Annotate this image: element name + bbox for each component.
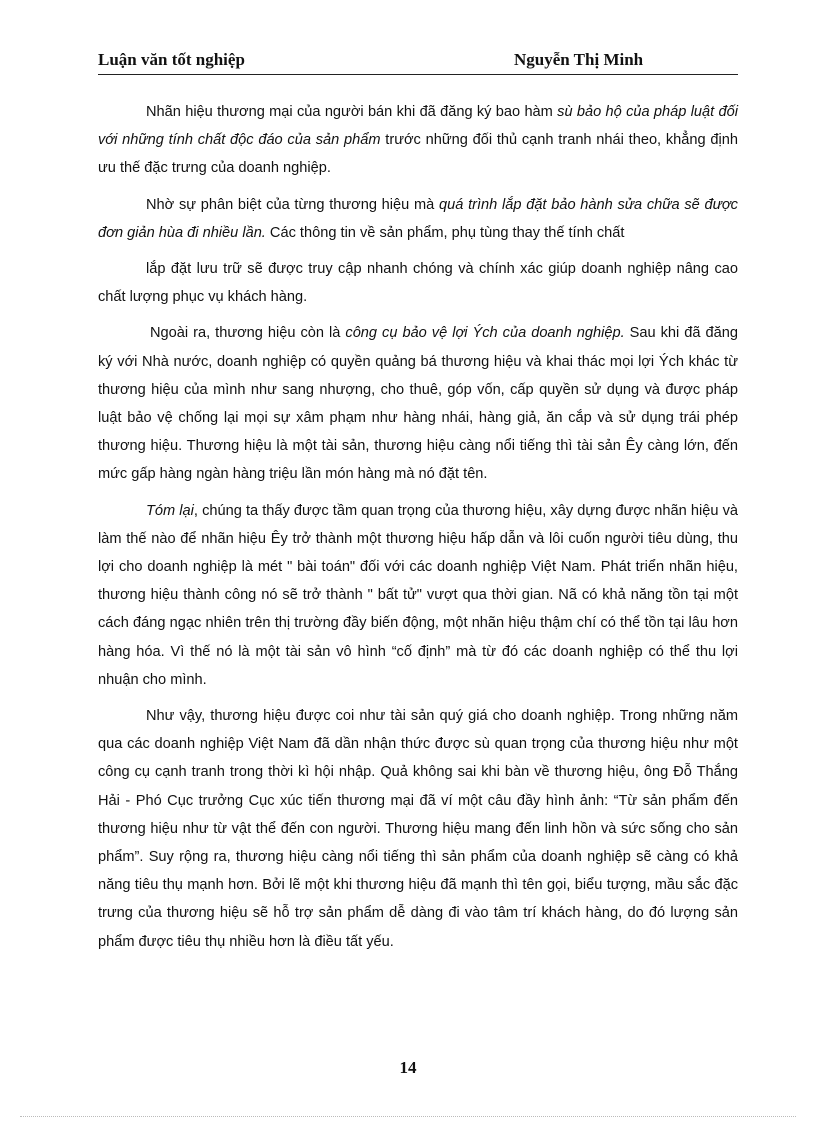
p1-text-a: Nhãn hiệu thương mại của người bán khi đã đăng ký bao hàm bbox=[146, 104, 558, 120]
header-author: Nguyễn Thị Minh bbox=[514, 50, 644, 69]
document-body bbox=[98, 98, 738, 956]
paragraph-4 bbox=[98, 319, 738, 488]
p5-emphasis: Tóm lại bbox=[146, 502, 194, 519]
p5-text-b: , chúng ta thấy được tầm quan trọng của thương hiệu, xây dựng được nhãn hiệu và làm thế nào để nhãn hiệu Êy trở thành một thương hiệu hấp dẫn và lôi cuốn người tiêu dùng, thu lợi cho doanh nghiệp là mét " bài toán" đối với các doanh nghiệp Việt Nam. Phát triển nhãn hiệu, thương hiệu thành công nó sẽ trở thành " bất tử" vượt qua thời gian. Nã có khả năng tồn tại một cách đáng ngạc nhiên trên thị trường đầy biến động, một nhãn hiệu thậm chí có thể tồn tại lâu hơn hàng hóa. Vì thế nó là một tài sản vô hình “cố định” mà từ đó các doanh nghiệp có thể thu lợi nhuận cho mình. bbox=[98, 502, 738, 688]
p4-emphasis: công cụ bảo vệ lợi Ých của doanh nghiệp. bbox=[345, 325, 625, 342]
paragraph-3: lắp đặt lưu trữ sẽ được truy cập nhanh chóng và chính xác giúp doanh nghiệp nâng cao chất lượng phục vụ khách hàng. bbox=[98, 261, 738, 306]
paragraph-6: Như vậy, thương hiệu được coi như tài sản quý giá cho doanh nghiệp. Trong những năm qua các doanh nghiệp Việt Nam đã dần nhận thức được sù quan trọng của thương hiệu như một công cụ cạnh tranh trong thời kì hội nhập. Quả không sai khi bàn về thương hiệu, ông Đỗ Thắng Hải - Phó Cục trưởng Cục xúc tiến thương mại đã ví một câu đầy hình ảnh: “Từ sản phẩm đến thương hiệu như từ vật thể đến con người. Thương hiệu mang đến linh hồn và sức sống cho sản phẩm”. Suy rộng ra, thương hiệu càng nổi tiếng thì sản phẩm của doanh nghiệp sẽ càng có khả năng tiêu thụ mạnh hơn. Bởi lẽ một khi thương hiệu đã mạnh thì tên gọi, biểu tượng, mầu sắc đặc trưng của thương hiệu sẽ hỗ trợ sản phẩm dễ dàng đi vào tâm trí khách hàng, do đó lượng sản phẩm được tiêu thụ nhiều hơn là điều tất yếu. bbox=[98, 708, 738, 950]
p1-text-c: trước những đối thủ cạnh tranh nhái theo, khẳng định ưu thế đặc trưng của doanh nghiệp. bbox=[98, 132, 738, 177]
paragraph-1 bbox=[98, 98, 738, 183]
page-header bbox=[98, 48, 738, 75]
header-title: Luận văn tốt nghiệp bbox=[98, 50, 245, 69]
page-number: 14 bbox=[399, 1058, 417, 1077]
p2-text-a: Nhờ sự phân biệt của từng thương hiệu mà bbox=[146, 196, 439, 213]
p4-text-a: Ngoài ra, thương hiệu còn là bbox=[150, 325, 346, 342]
p2-emphasis: quá trình lắp đặt bảo hành sửa chữa sẽ được đơn giản hùa đi nhiều lần. bbox=[98, 196, 738, 241]
p2-text-c: Các thông tin về sản phẩm, phụ tùng thay thế tính chất bbox=[265, 224, 625, 241]
p4-text-c: Sau khi đã đăng ký với Nhà nước, doanh nghiệp có quyền quảng bá thương hiệu và khai thác mọi lợi Ých khác từ thương hiệu của mình như sang nhượng, cho thuê, góp vốn, cấp quyền sử dụng và được pháp luật bảo vệ chống lại mọi sự xâm phạm như hàng nhái, hàng giả, ăn cắp và sử dụng trái phép thương hiệu. Thương hiệu là một tài sản, thương hiệu càng nổi tiếng thì tài sản Êy càng lớn, đến mức gấp hàng ngàn hàng triệu lần món hàng mà nó đặt tên. bbox=[98, 325, 738, 483]
footer-divider bbox=[20, 1116, 796, 1117]
paragraph-2 bbox=[98, 191, 738, 247]
p1-emphasis: sù bảo hộ của pháp luật đối với những tính chất độc đáo của sản phẩm bbox=[98, 104, 739, 149]
paragraph-5 bbox=[98, 497, 738, 694]
